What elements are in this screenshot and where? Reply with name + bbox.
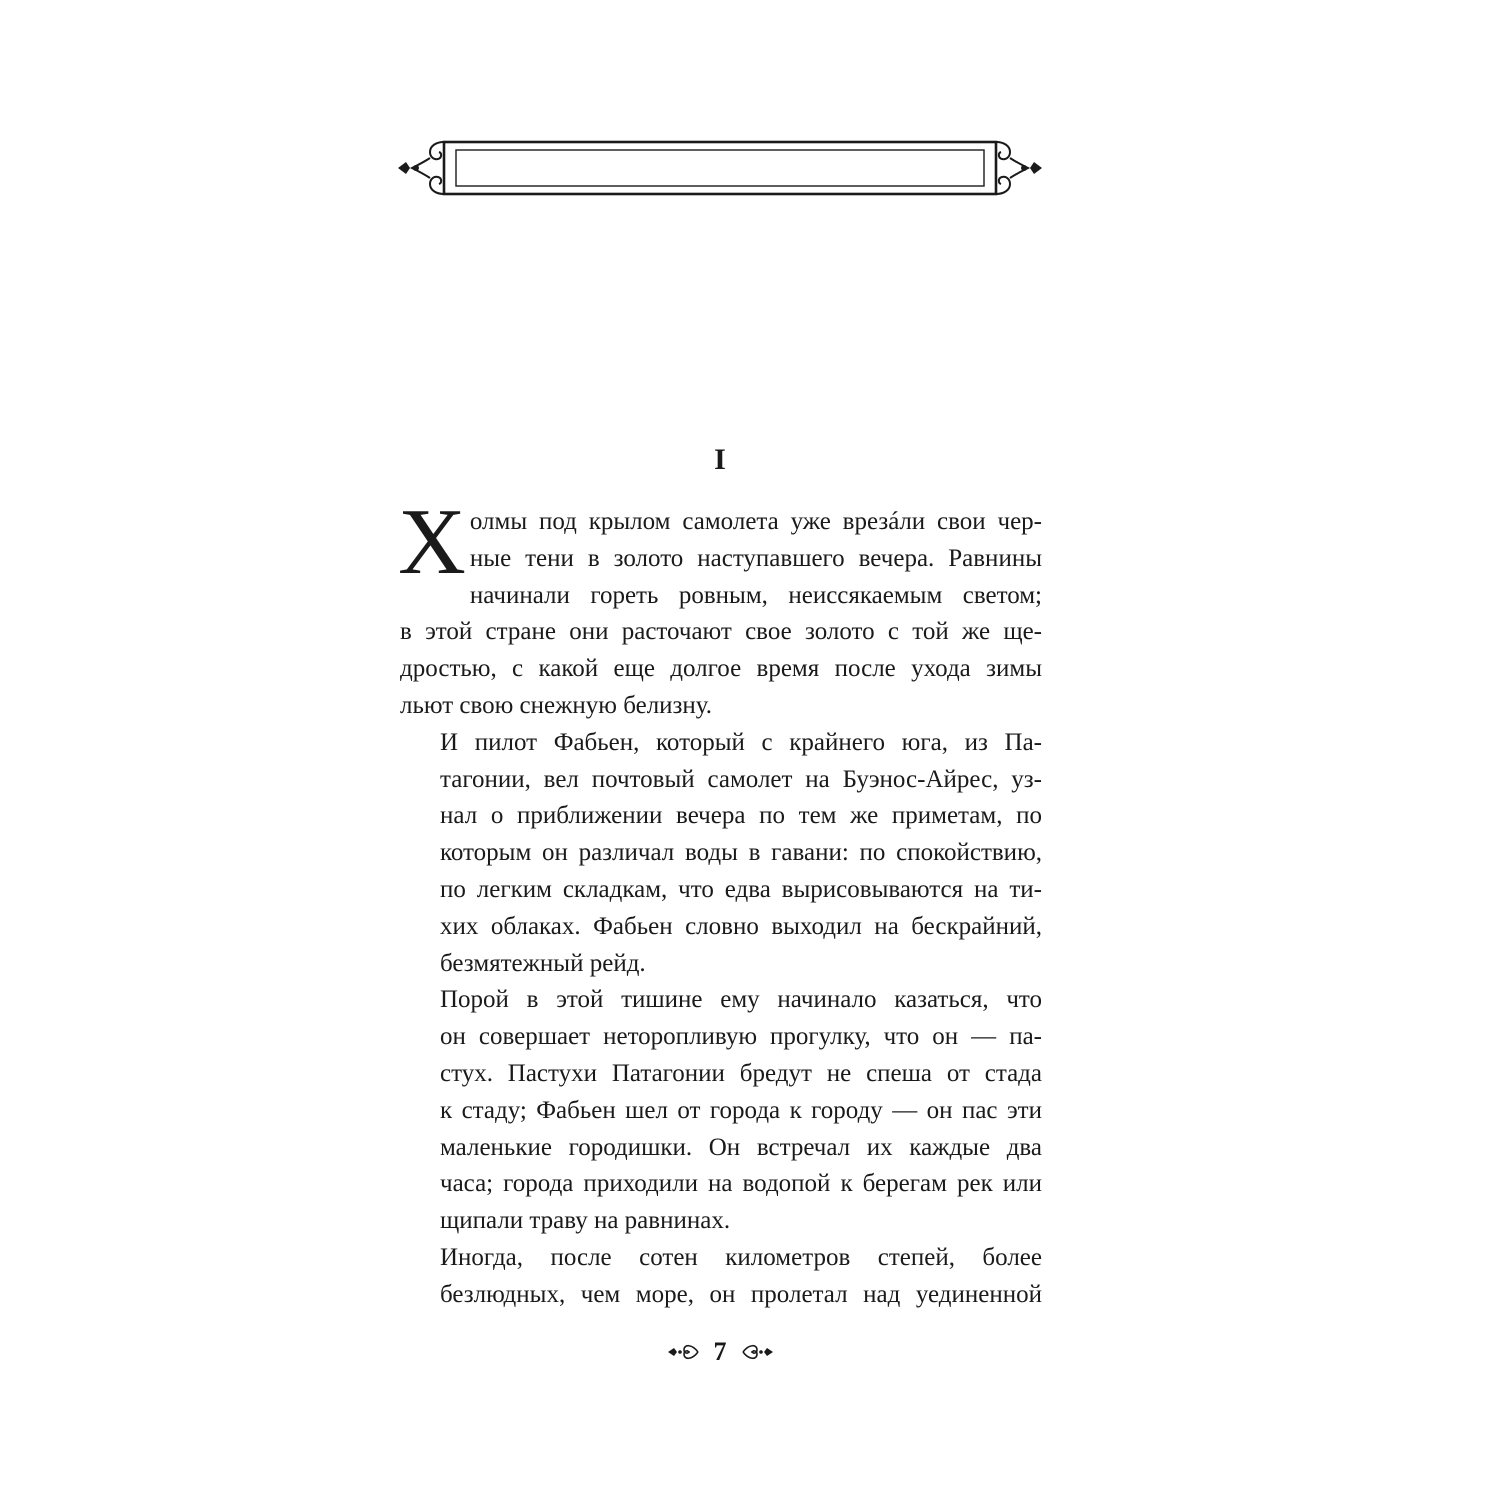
header-ornament — [396, 136, 1044, 200]
text-line: Порой в этой тишине ему начинало казаться, что — [440, 986, 1042, 1014]
text-line: Иногда, после сотен километров степей, более — [440, 1243, 1042, 1271]
text-line: И пилот Фабьен, который с крайнего юга, из Па- — [440, 728, 1042, 756]
paragraph — [398, 490, 1042, 725]
paragraph — [400, 982, 1042, 1240]
text-line: дростью, с какой еще долгое время после ухода зимы — [400, 655, 1042, 683]
body-text — [398, 490, 1042, 1314]
text-line: безлюдных, чем море, он пролетал над уединенной — [440, 1280, 1042, 1308]
text-line: тагонии, вел почтовый самолет на Буэнос-Айрес, уз- — [440, 765, 1042, 793]
text-line: олмы под крылом самолета уже врезáли свои чер- — [469, 508, 1042, 535]
text-line: начинали гореть ровным, неиссякаемым светом; — [469, 581, 1042, 609]
text-line: льют свою снежную белизну. — [400, 691, 713, 719]
text-line: нал о приближении вечера по тем же приметам, по — [440, 802, 1042, 830]
chapter-title: I — [714, 443, 726, 476]
text-line: он совершает неторопливую прогулку, что он — па- — [440, 1023, 1042, 1051]
page-footer — [0, 1332, 1440, 1372]
text-line: щипали траву на равнинах. — [440, 1207, 731, 1235]
text-line: хих облаках. Фабьен словно выходил на бескрайний, — [440, 912, 1042, 940]
text-line: стух. Пастухи Патагонии бредут не спеша от стада — [440, 1059, 1042, 1087]
page-number: 7 — [713, 1337, 727, 1366]
text-line: по легким складкам, что едва вырисовываются на ти- — [440, 875, 1042, 903]
paragraph — [400, 725, 1042, 983]
text-line: в этой стране они расточают свое золото с той же ще- — [400, 618, 1042, 646]
left-ornament-icon — [666, 1340, 700, 1364]
right-ornament-icon — [741, 1340, 775, 1364]
text-line: которым он различал воды в гавани: по спокойствию, — [440, 839, 1042, 867]
text-line: часа; города приходили на водопой к берегам рек или — [440, 1170, 1042, 1198]
text-line: маленькие городишки. Он встречал их каждые два — [440, 1133, 1042, 1161]
paragraph — [400, 1240, 1042, 1314]
drop-cap: Х — [398, 490, 466, 594]
text-line: к стаду; Фабьен шел от города к городу — он пас эти — [440, 1096, 1042, 1124]
text-line: ные тени в золото наступавшего вечера. Равнины — [469, 544, 1042, 572]
text-line: безмятежный рейд. — [440, 949, 646, 977]
